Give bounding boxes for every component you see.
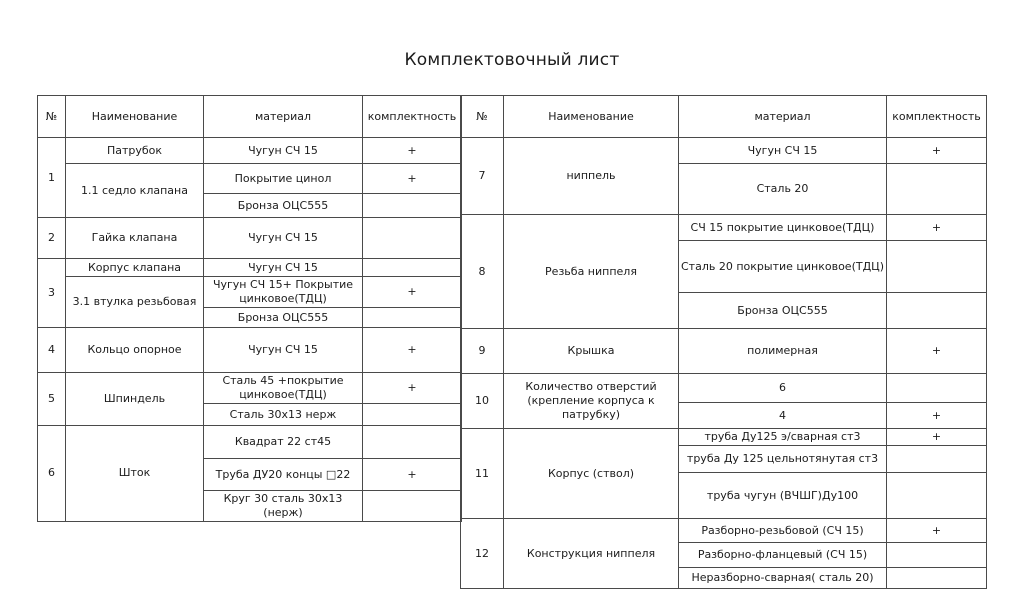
- material-cell: Сталь 45 +покрытие цинковое(ТДЦ): [204, 373, 363, 404]
- material-cell: 6: [679, 374, 887, 403]
- parts-table-left-container: [37, 95, 462, 522]
- completeness-mark-cell: [363, 308, 462, 328]
- item-number-cell: 7: [461, 138, 504, 215]
- material-cell: Сталь 30х13 нерж: [204, 404, 363, 426]
- page-title: Комплектовочный лист: [404, 50, 620, 70]
- table-row: [461, 215, 987, 241]
- item-number-cell: 9: [461, 329, 504, 374]
- header-cell-completeness: комплектность: [363, 96, 462, 138]
- completeness-mark-cell: [887, 374, 987, 403]
- item-name-cell: Корпус (ствол): [504, 429, 679, 519]
- table-row: [38, 164, 462, 194]
- material-cell: Чугун СЧ 15: [204, 328, 363, 373]
- table-row: [461, 329, 987, 374]
- table-row: [38, 259, 462, 277]
- completeness-mark-cell: +: [887, 403, 987, 429]
- completeness-mark-cell: +: [363, 138, 462, 164]
- parts-table-right: [460, 95, 987, 589]
- completeness-mark-cell: +: [363, 277, 462, 308]
- material-cell: СЧ 15 покрытие цинковое(ТДЦ): [679, 215, 887, 241]
- item-name-cell: Патрубок: [66, 138, 204, 164]
- completeness-mark-cell: +: [363, 459, 462, 491]
- completeness-mark-cell: [887, 164, 987, 215]
- item-name-cell: Конструкция ниппеля: [504, 519, 679, 589]
- item-name-cell: Шток: [66, 426, 204, 522]
- header-cell-material: материал: [679, 96, 887, 138]
- table-row: [38, 218, 462, 259]
- completeness-mark-cell: +: [887, 519, 987, 543]
- header-cell-name: Наименование: [504, 96, 679, 138]
- item-number-cell: 1: [38, 138, 66, 218]
- item-number-cell: 12: [461, 519, 504, 589]
- completeness-mark-cell: +: [887, 215, 987, 241]
- table-row: [38, 277, 462, 308]
- header-cell-material: материал: [204, 96, 363, 138]
- item-number-cell: 3: [38, 259, 66, 328]
- completeness-mark-cell: [887, 568, 987, 589]
- material-cell: Бронза ОЦС555: [679, 293, 887, 329]
- item-number-cell: 5: [38, 373, 66, 426]
- completeness-mark-cell: [887, 446, 987, 473]
- item-name-cell: Шпиндель: [66, 373, 204, 426]
- item-number-cell: 6: [38, 426, 66, 522]
- material-cell: Неразборно-сварная( сталь 20): [679, 568, 887, 589]
- item-number-cell: 4: [38, 328, 66, 373]
- parts-table-right-container: [460, 95, 987, 589]
- header-cell-completeness: комплектность: [887, 96, 987, 138]
- item-number-cell: 11: [461, 429, 504, 519]
- item-number-cell: 2: [38, 218, 66, 259]
- completeness-mark-cell: +: [887, 329, 987, 374]
- item-name-cell: Корпус клапана: [66, 259, 204, 277]
- item-name-cell: Резьба ниппеля: [504, 215, 679, 329]
- completeness-mark-cell: +: [363, 373, 462, 404]
- completeness-mark-cell: [887, 241, 987, 293]
- material-cell: труба Ду125 э/сварная ст3: [679, 429, 887, 446]
- material-cell: Чугун СЧ 15: [204, 138, 363, 164]
- completeness-mark-cell: [363, 404, 462, 426]
- table-row: [38, 138, 462, 164]
- item-name-cell: Количество отверстий (крепление корпуса к патрубку): [504, 374, 679, 429]
- table-row: [38, 328, 462, 373]
- material-cell: Сталь 20: [679, 164, 887, 215]
- material-cell: труба Ду 125 цельнотянутая ст3: [679, 446, 887, 473]
- completeness-mark-cell: [363, 426, 462, 459]
- table-row: [38, 426, 462, 459]
- completeness-mark-cell: [363, 218, 462, 259]
- table-row: [461, 429, 987, 446]
- material-cell: Бронза ОЦС555: [204, 194, 363, 218]
- item-name-cell: Гайка клапана: [66, 218, 204, 259]
- material-cell: труба чугун (ВЧШГ)Ду100: [679, 473, 887, 519]
- material-cell: Бронза ОЦС555: [204, 308, 363, 328]
- completeness-mark-cell: [363, 194, 462, 218]
- item-number-cell: 10: [461, 374, 504, 429]
- table-row: [461, 519, 987, 543]
- table-row: [461, 374, 987, 403]
- header-cell-name: Наименование: [66, 96, 204, 138]
- completeness-mark-cell: [887, 473, 987, 519]
- material-cell: Квадрат 22 ст45: [204, 426, 363, 459]
- table-row: [461, 138, 987, 164]
- item-name-cell: ниппель: [504, 138, 679, 215]
- material-cell: 4: [679, 403, 887, 429]
- item-name-cell: Кольцо опорное: [66, 328, 204, 373]
- material-cell: Сталь 20 покрытие цинковое(ТДЦ): [679, 241, 887, 293]
- item-name-cell: 1.1 седло клапана: [66, 164, 204, 218]
- material-cell: Чугун СЧ 15: [204, 259, 363, 277]
- header-cell-number: №: [38, 96, 66, 138]
- item-number-cell: 8: [461, 215, 504, 329]
- material-cell: Чугун СЧ 15: [204, 218, 363, 259]
- material-cell: Труба ДУ20 концы □22: [204, 459, 363, 491]
- item-name-cell: Крышка: [504, 329, 679, 374]
- item-name-cell: 3.1 втулка резьбовая: [66, 277, 204, 328]
- completeness-mark-cell: [887, 543, 987, 568]
- completeness-mark-cell: +: [887, 429, 987, 446]
- completeness-mark-cell: +: [363, 328, 462, 373]
- completeness-mark-cell: [363, 259, 462, 277]
- material-cell: Разборно-резьбовой (СЧ 15): [679, 519, 887, 543]
- material-cell: Разборно-фланцевый (СЧ 15): [679, 543, 887, 568]
- completeness-mark-cell: +: [887, 138, 987, 164]
- material-cell: Покрытие цинол: [204, 164, 363, 194]
- completeness-mark-cell: [363, 491, 462, 522]
- material-cell: Круг 30 сталь 30х13 (нерж): [204, 491, 363, 522]
- parts-table-left: [37, 95, 462, 522]
- table-row: [38, 373, 462, 404]
- material-cell: полимерная: [679, 329, 887, 374]
- completeness-mark-cell: [887, 293, 987, 329]
- completeness-mark-cell: +: [363, 164, 462, 194]
- material-cell: Чугун СЧ 15+ Покрытие цинковое(ТДЦ): [204, 277, 363, 308]
- material-cell: Чугун СЧ 15: [679, 138, 887, 164]
- header-cell-number: №: [461, 96, 504, 138]
